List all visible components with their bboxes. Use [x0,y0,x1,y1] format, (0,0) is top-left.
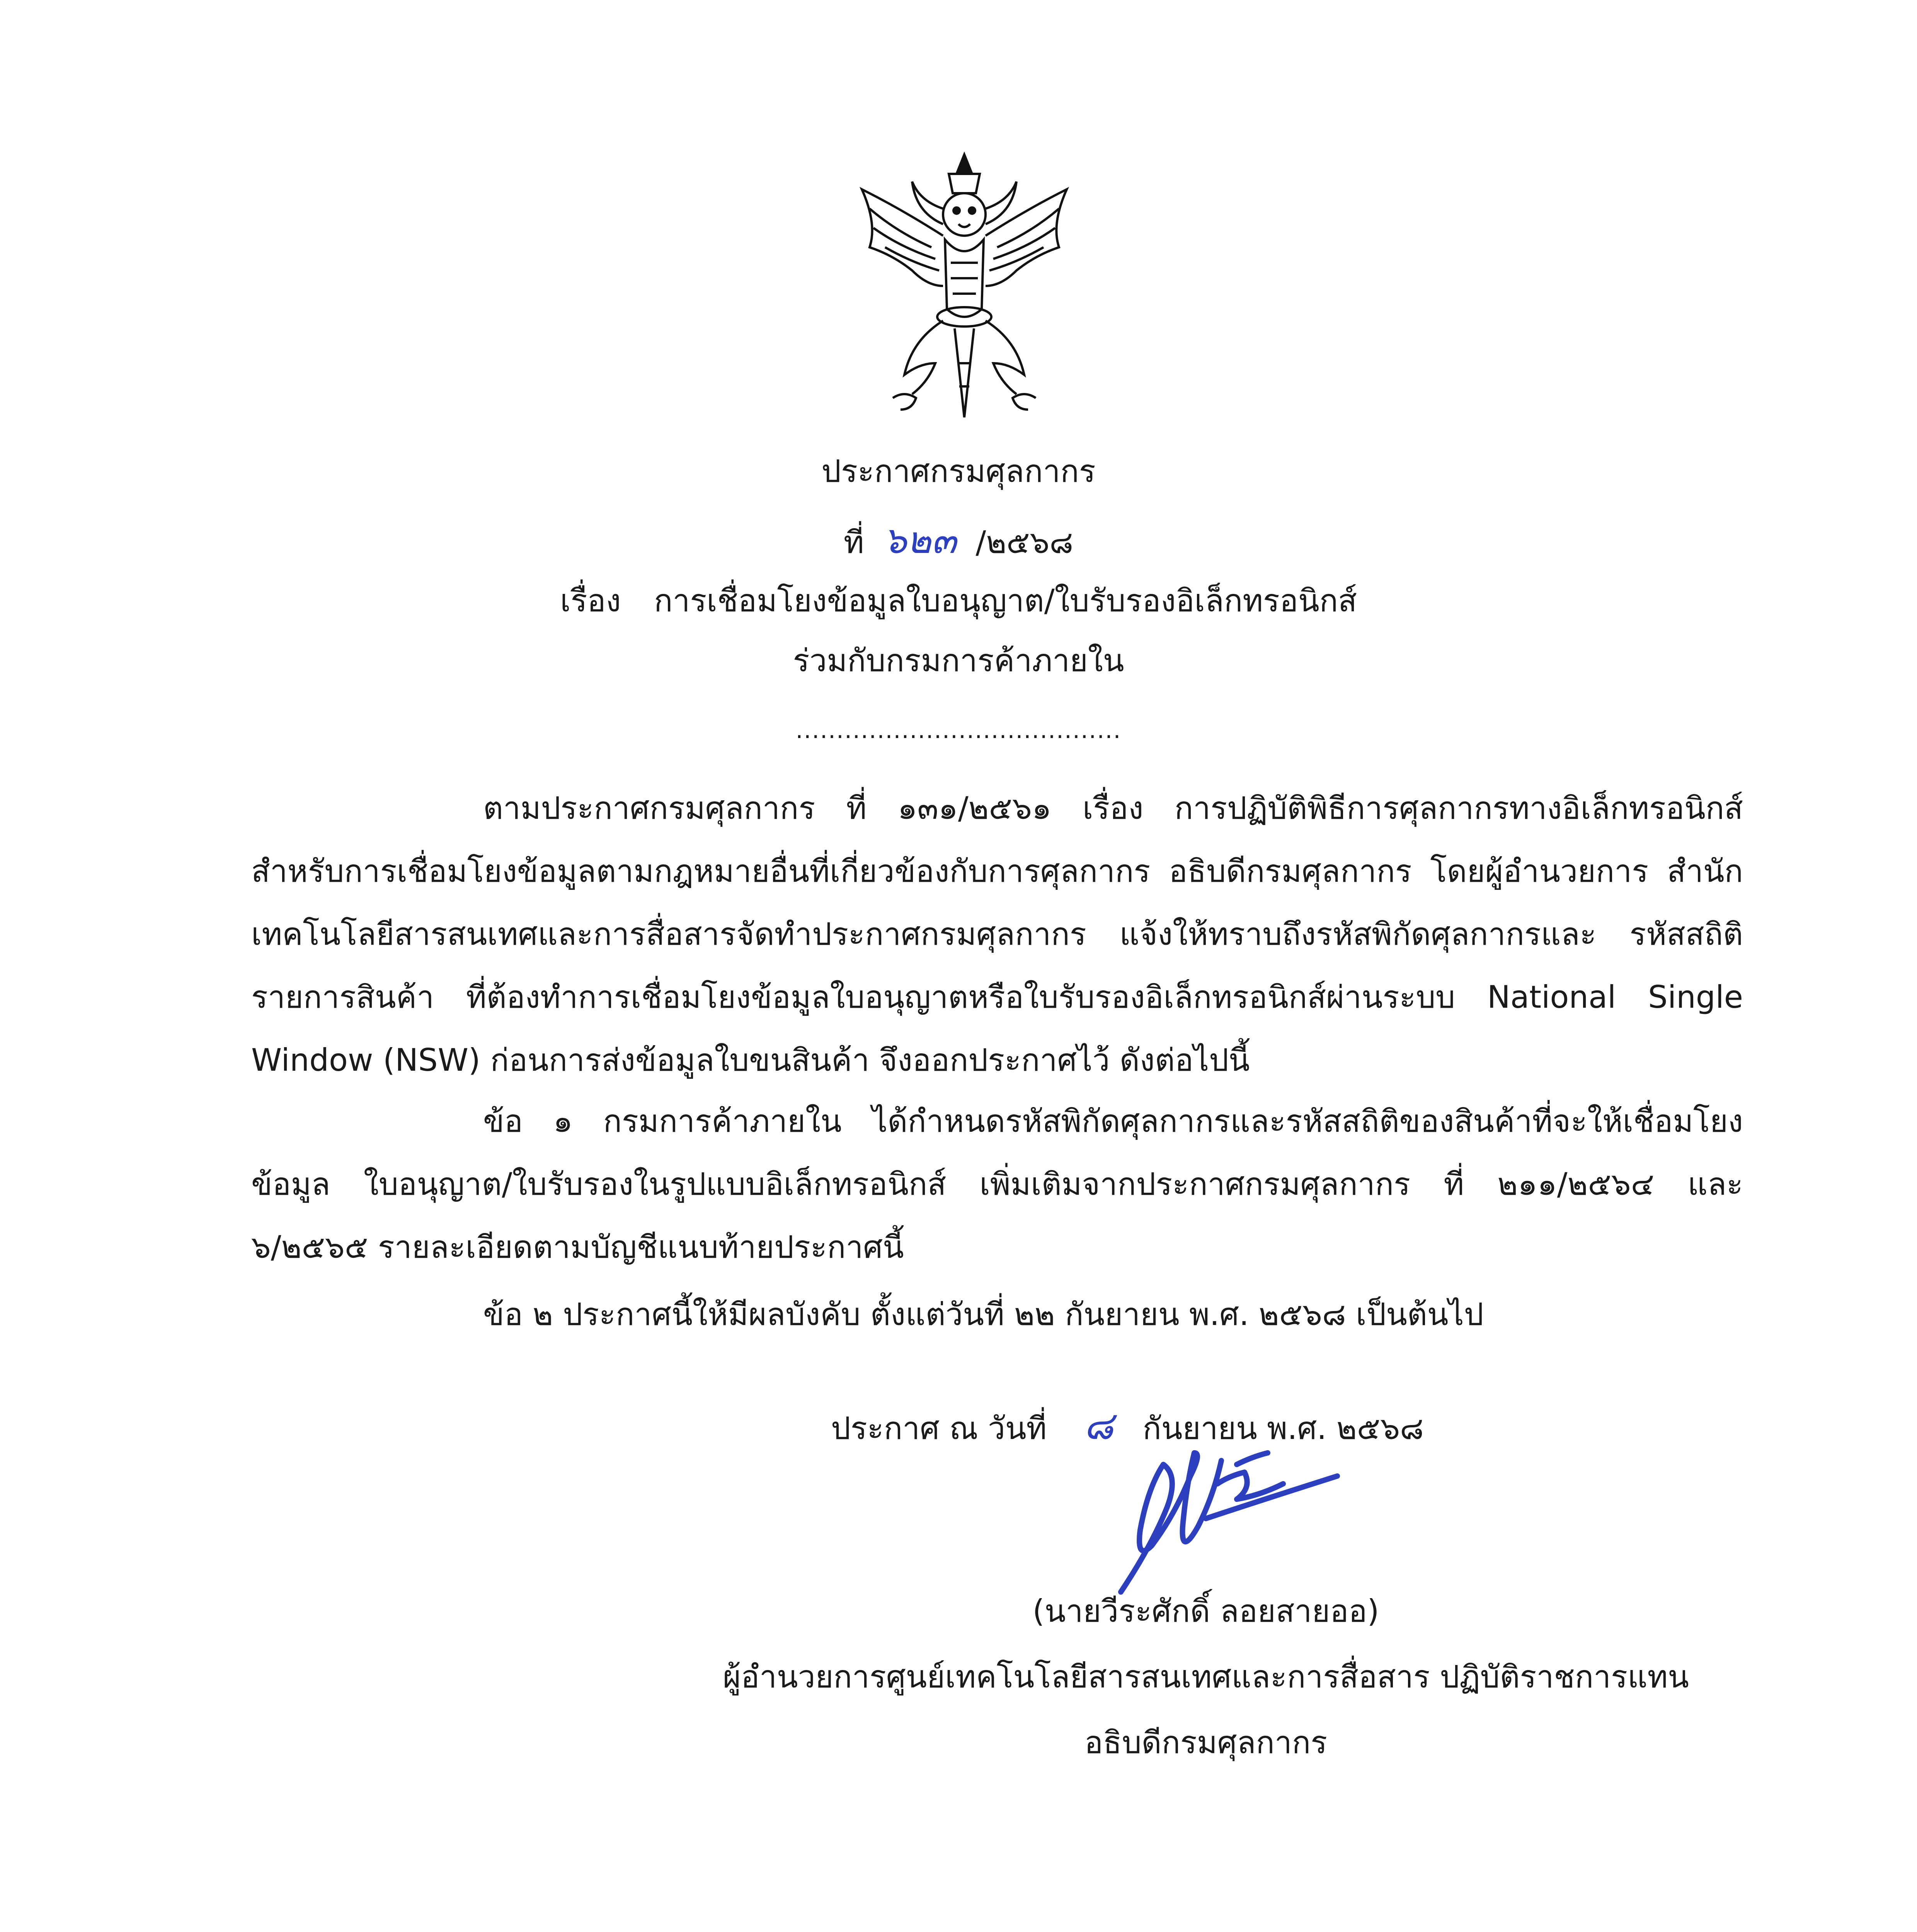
signature-icon [1090,1430,1353,1611]
subject-line-2: ร่วมกับกรมการค้าภายใน [793,643,1124,679]
dated-suffix: กันยายน พ.ศ. ๒๕๖๘ [1142,1410,1424,1446]
handwritten-number: ๖๒๓ [883,519,957,562]
subject-label: เรื่อง [560,583,621,619]
paragraph-clause-1 [251,1090,1743,1279]
garuda-emblem-icon [854,147,1074,425]
dated-prefix: ประกาศ ณ วันที่ [831,1410,1047,1446]
handwritten-day: ๘ [1083,1403,1113,1448]
paragraph-clause-2-text: ข้อ ๒ ประกาศนี้ให้มีผลบังคับ ตั้งแต่วันที่ ๒๒ กันยายน พ.ศ. ๒๕๖๘ เป็นต้นไป [483,1296,1484,1332]
paragraph-preamble [251,777,1743,1092]
subject-line [0,583,1917,619]
paragraph-clause-2 [251,1283,1743,1346]
number-suffix: /๒๕๖๘ [976,524,1074,560]
paragraph-clause-1-text: ข้อ ๑ กรมการค้าภายใน ได้กำหนดรหัสพิกัดศุลกากรและรหัสสถิติของสินค้าที่จะให้เชื่อมโยงข้อมูล ใบอนุญาต/ใบรับรองในรูปแบบอิเล็กทรอนิกส์ เพิ่มเติมจากประกาศกรมศุลกากร ที่ ๒๑๑/๒๕๖๔ และ ๖/๒๕๖๕ รายละเอียดตามบัญชีแนบท้ายประกาศนี้ [251,1103,1743,1265]
signatory-position-2: อธิบดีกรมศุลกากร [1084,1725,1328,1760]
announcement-heading: ประกาศกรมศุลกากร [821,453,1096,489]
signatory-name: (นายวีระศักดิ์ ลอยสายออ) [1032,1593,1379,1629]
paragraph-preamble-text: ตามประกาศกรมศุลกากร ที่ ๑๓๑/๒๕๖๑ เรื่อง การปฏิบัติพิธีการศุลกากรทางอิเล็กทรอนิกส์ สำหรับการเชื่อมโยงข้อมูลตามกฎหมายอื่นที่เกี่ยวข้องกับการศุลกากร อธิบดีกรมศุลกากร โดยผู้อำนวยการ สำนักเทคโนโลยีสารสนเทศและการสื่อสารจัดทำประกาศกรมศุลกากร แจ้งให้ทราบถึงรหัสพิกัดศุลกากรและ รหัสสถิติ รายการสินค้า ที่ต้องทำการเชื่อมโยงข้อมูลใบอนุญาตหรือใบรับรองอิเล็กทรอนิกส์ผ่านระบบ National Single Window (NSW) ก่อนการส่งข้อมูลใบขนสินค้า จึงออกประกาศไว้ ดังต่อไปนี้ [251,790,1743,1078]
number-prefix: ที่ [843,524,864,560]
signatory-position: ผู้อำนวยการศูนย์เทคโนโลยีสารสนเทศและการสื่อสาร ปฏิบัติราชการแทน [723,1659,1689,1695]
separator-dots: ........................................ [795,717,1122,744]
announcement-number [0,519,1917,562]
subject-text: การเชื่อมโยงข้อมูลใบอนุญาต/ใบรับรองอิเล็กทรอนิกส์ [654,583,1357,619]
